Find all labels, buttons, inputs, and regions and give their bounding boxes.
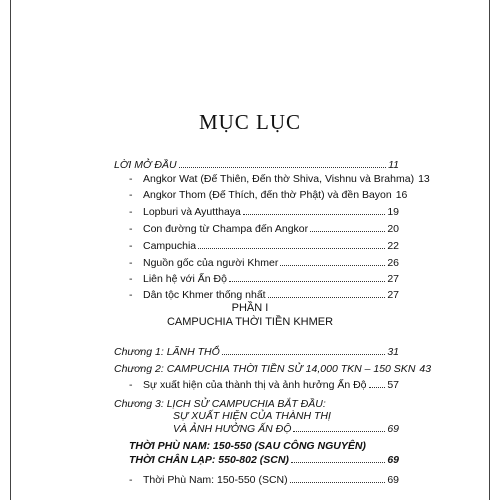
toc-subheading: THỜI CHÂN LẠP: 550-802 (SCN) 69 xyxy=(129,454,399,466)
toc-entry: - Con đường từ Champa đến Angkor 20 xyxy=(129,223,399,235)
toc-entry-chapter-3-line3: VÀ ẢNH HƯỞNG ẤN ĐỘ 69 xyxy=(173,423,399,435)
toc-subheading: THỜI PHÙ NAM: 150-550 (SAU CÔNG NGUYÊN) xyxy=(129,440,366,452)
toc-entry: - Thời Phù Nam: 150-550 (SCN) 69 xyxy=(129,474,399,486)
toc-entry-chapter-1: Chương 1: LÃNH THỔ 31 xyxy=(114,346,399,358)
toc-entry-intro: LỜI MỞ ĐẦU 11 xyxy=(114,159,399,171)
part-heading: PHẦN I xyxy=(231,302,269,314)
toc-entry-chapter-3: Chương 3: LỊCH SỬ CAMPUCHIA BẮT ĐẦU: xyxy=(114,398,326,410)
leader-dots xyxy=(179,158,387,168)
toc-entry: - Dân tộc Khmer thống nhất 27 xyxy=(129,289,399,301)
part-subheading: CAMPUCHIA THỜI TIỀN KHMER xyxy=(166,316,334,328)
toc-entry: - Nguồn gốc của người Khmer 26 xyxy=(129,257,399,269)
toc-entry: - Lopburi và Ayutthaya 19 xyxy=(129,206,399,218)
toc-entry: - Sự xuất hiện của thành thị và ảnh hưởng Ấn Độ 57 xyxy=(129,379,399,391)
toc-entry: - Angkor Thom (Đế Thích, đến thờ Phật) và đền Bayon 16 xyxy=(129,189,408,201)
toc-entry: - Campuchia 22 xyxy=(129,240,399,252)
page-title: MỤC LỤC xyxy=(198,110,302,134)
toc-entry-chapter-3-line2: SỰ XUẤT HIỆN CỦA THÀNH THỊ xyxy=(173,410,331,422)
book-page xyxy=(10,0,490,500)
toc-entry: - Angkor Wat (Đế Thiên, Đến thờ Shiva, Vishnu và Brahma) 13 xyxy=(129,173,430,185)
toc-entry-chapter-2: Chương 2: CAMPUCHIA THỜI TIỀN SỬ 14,000 TKN – 150 SKN 43 xyxy=(114,363,432,375)
toc-entry: - Liên hệ với Ấn Độ 27 xyxy=(129,273,399,285)
